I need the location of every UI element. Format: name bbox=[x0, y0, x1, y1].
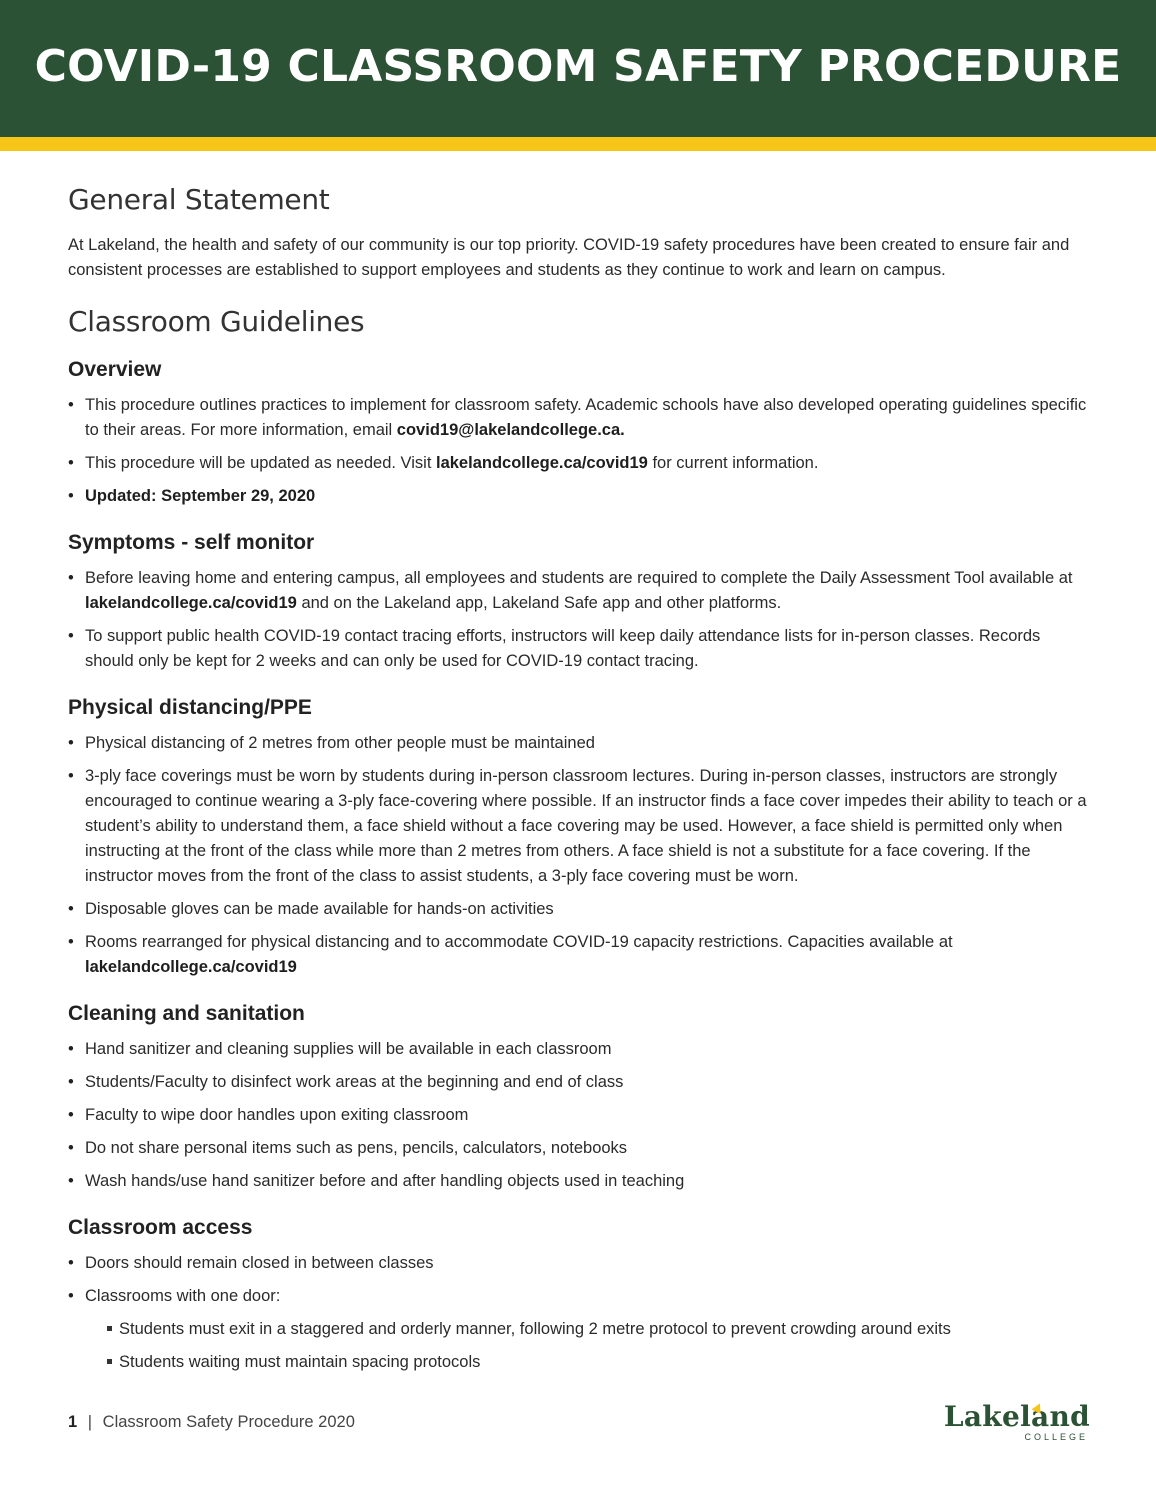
footer-separator: | bbox=[87, 1413, 93, 1431]
list-item: • Doors should remain closed in between classes bbox=[68, 1251, 1092, 1276]
list-item: • This procedure will be updated as needed. Visit lakelandcollege.ca/covid19 for current information. bbox=[68, 451, 1092, 476]
general-statement-text: At Lakeland, the health and safety of our community is our top priority. COVID-19 safety procedures have been created to ensure fair and consistent processes are established to support employees and students as they continue to work and learn on campus. bbox=[68, 236, 1070, 279]
access-list bbox=[68, 1251, 1092, 1375]
list-item: • This procedure outlines practices to implement for classroom safety. Academic schools have also developed operating guidelines specific to their areas. For more information, email covid19@lakelandcollege.ca. bbox=[68, 393, 1092, 443]
updated-date: Updated: September 29, 2020 bbox=[85, 487, 316, 505]
list-item: • Faculty to wipe door handles upon exiting classroom bbox=[68, 1103, 1092, 1128]
access-heading: Classroom access bbox=[68, 1216, 253, 1239]
cleaning-list bbox=[68, 1037, 1092, 1194]
header-stripe bbox=[0, 137, 1156, 151]
page-number: 1 bbox=[68, 1413, 78, 1431]
document-body bbox=[68, 180, 1092, 1383]
classroom-guidelines-heading: Classroom Guidelines bbox=[68, 305, 365, 338]
general-statement-heading: General Statement bbox=[68, 183, 330, 216]
email-link[interactable]: covid19@lakelandcollege.ca. bbox=[396, 421, 625, 439]
cleaning-heading: Cleaning and sanitation bbox=[68, 1002, 305, 1025]
list-item: • Before leaving home and entering campus, all employees and students are required to complete the Daily Assessment Tool available at lakelandcollege.ca/covid19 and on the Lakeland app, Lakeland Safe app and other platforms. bbox=[68, 566, 1092, 616]
logo-wordmark: Lakeland bbox=[943, 1400, 1090, 1433]
list-item: • Wash hands/use hand sanitizer before and after handling objects used in teaching bbox=[68, 1169, 1092, 1194]
list-item: • Hand sanitizer and cleaning supplies will be available in each classroom bbox=[68, 1037, 1092, 1062]
page-title: COVID-19 CLASSROOM SAFETY PROCEDURE bbox=[34, 41, 1122, 92]
overview-list bbox=[68, 393, 1092, 509]
list-item: • To support public health COVID-19 contact tracing efforts, instructors will keep daily attendance lists for in-person classes. Records should only be kept for 2 weeks and can only be used for COVID-19 contact tracing. bbox=[68, 624, 1092, 674]
list-item: • 3-ply face coverings must be worn by students during in-person classroom lectures. During in-person classes, instructors are strongly encouraged to continue wearing a 3-ply face-covering where possible. If an instructor finds a face cover impedes their ability to teach or a student’s ability to understand them, a face shield without a face covering may be used. However, a face shield is permitted only when instructing at the front of the class while more than 2 metres from others. A face shield is not a substitute for a face covering. If the instructor moves from the front of the class to assist students, a 3-ply face covering must be worn. bbox=[68, 764, 1092, 889]
distancing-list bbox=[68, 731, 1092, 980]
covid-link[interactable]: lakelandcollege.ca/covid19 bbox=[436, 454, 648, 472]
covid-link[interactable]: lakelandcollege.ca/covid19 bbox=[85, 594, 297, 612]
sub-list-item: Students waiting must maintain spacing protocols bbox=[68, 1350, 1092, 1375]
covid-link[interactable]: lakelandcollege.ca/covid19 bbox=[85, 958, 297, 976]
header-banner bbox=[0, 0, 1156, 137]
lakeland-logo bbox=[943, 1400, 1090, 1446]
sub-list-item: Students must exit in a staggered and orderly manner, following 2 metre protocol to prevent crowding around exits bbox=[68, 1317, 1092, 1342]
list-item: • Students/Faculty to disinfect work areas at the beginning and end of class bbox=[68, 1070, 1092, 1095]
footer bbox=[68, 1410, 355, 1434]
overview-heading: Overview bbox=[68, 358, 162, 381]
list-item: • Classrooms with one door: Students must exit in a staggered and orderly manner, following 2 metre protocol to prevent crowding around exits Students waiting must maintain spacing protocols bbox=[68, 1284, 1092, 1375]
distancing-heading: Physical distancing/PPE bbox=[68, 696, 312, 719]
sub-list bbox=[68, 1317, 1092, 1375]
footer-title: Classroom Safety Procedure 2020 bbox=[102, 1413, 355, 1431]
list-item: • Physical distancing of 2 metres from other people must be maintained bbox=[68, 731, 1092, 756]
symptoms-heading: Symptoms - self monitor bbox=[68, 531, 315, 554]
logo-subtitle: COLLEGE bbox=[1024, 1432, 1088, 1442]
list-item bbox=[68, 484, 1092, 509]
list-item: • Do not share personal items such as pens, pencils, calculators, notebooks bbox=[68, 1136, 1092, 1161]
list-item: • Rooms rearranged for physical distancing and to accommodate COVID-19 capacity restrictions. Capacities available at lakelandcollege.ca/covid19 bbox=[68, 930, 1092, 980]
list-item: • Disposable gloves can be made available for hands-on activities bbox=[68, 897, 1092, 922]
symptoms-list bbox=[68, 566, 1092, 674]
